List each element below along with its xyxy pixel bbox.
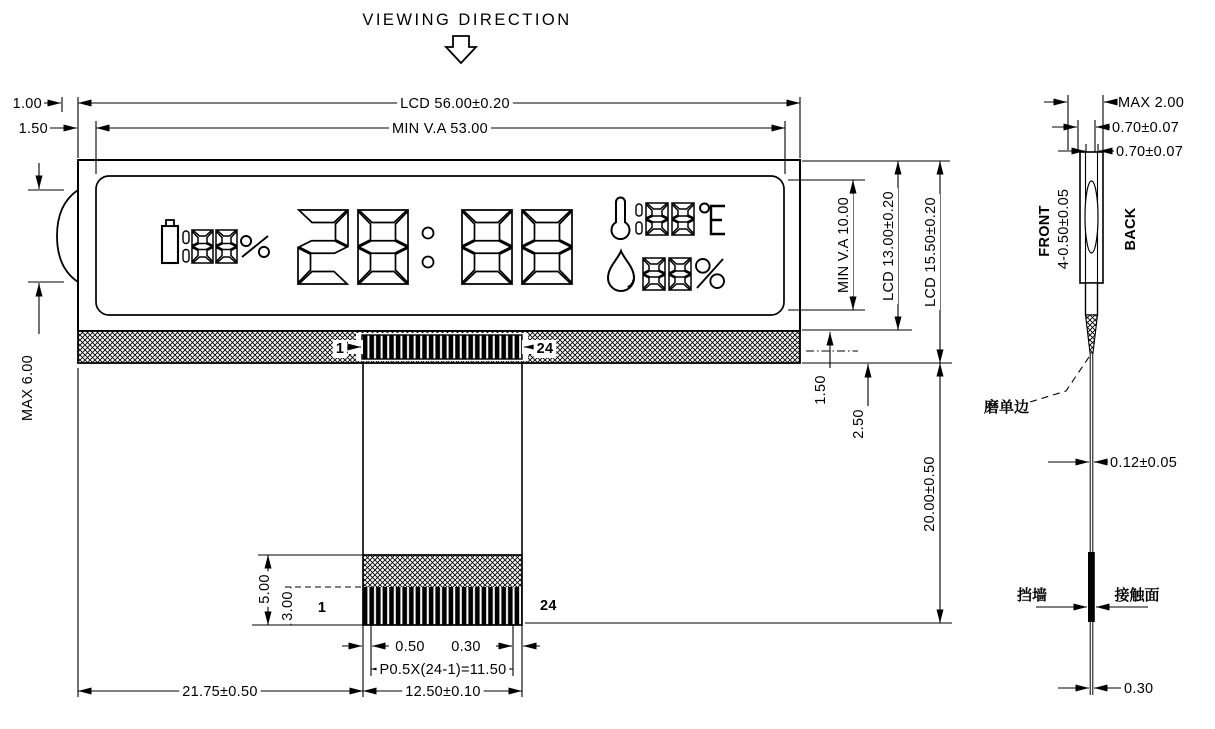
dim-bumps: 4-0.50±0.05 xyxy=(1056,188,1072,270)
note-grind-single-edge: 磨单边 xyxy=(984,399,1030,416)
dim-connector-total-height: 5.00 xyxy=(257,574,273,604)
dim-bump-height: MAX 6.00 xyxy=(20,354,36,422)
dim-va-width: MIN V.A 53.00 xyxy=(391,121,489,137)
side-view-object xyxy=(1080,152,1103,695)
dim-front-glass: 0.70±0.07 xyxy=(1112,120,1180,136)
dim-pin-gap: 0.30 xyxy=(451,639,481,655)
dim-tail-width: 12.50±0.10 xyxy=(405,684,481,700)
viewing-direction-arrow-icon xyxy=(446,36,476,63)
dim-lcd-width: LCD 56.00±0.20 xyxy=(400,96,510,112)
dim-max-thickness: MAX 2.00 xyxy=(1118,95,1185,111)
label-contact-surface: 接触面 xyxy=(1114,587,1160,604)
dim-pitch-formula: P0.5X(24-1)=11.50 xyxy=(379,662,507,678)
connector-pin-last-label: 24 xyxy=(540,598,557,614)
battery-icon-tab xyxy=(166,220,174,226)
glass-fill-bump xyxy=(57,190,78,282)
pin-block xyxy=(362,335,522,359)
dim-bump-offset: 1.00 xyxy=(12,96,42,112)
label-back: BACK xyxy=(1123,207,1139,251)
dim-seal: 1.50 xyxy=(813,375,829,405)
dim-va-height: MIN V.A 10.00 xyxy=(836,196,852,294)
dim-lcd-total-height: LCD 15.50±0.20 xyxy=(923,197,939,307)
strip-pin-first-label: 1 xyxy=(335,341,345,357)
dim-va-offset: 1.50 xyxy=(18,121,48,137)
dim-left-offset: 21.75±0.50 xyxy=(182,684,258,700)
dim-connector-plated-height: 3.00 xyxy=(280,591,296,621)
connector-contacts xyxy=(363,587,522,625)
glass-ledge xyxy=(1086,283,1098,315)
contact-bar xyxy=(1088,552,1095,622)
dim-fpc-thickness: 0.12±0.05 xyxy=(1110,455,1178,471)
viewing-direction xyxy=(362,11,571,63)
dim-back-glass: 0.70±0.07 xyxy=(1116,144,1184,160)
side-view xyxy=(984,95,1184,697)
dim-tail-length: 20.00±0.50 xyxy=(922,456,938,532)
viewing-direction-label: VIEWING DIRECTION xyxy=(362,11,572,29)
dim-lcd-height: LCD 13.00±0.20 xyxy=(881,191,897,301)
connector-pin-first-label: 1 xyxy=(317,600,327,616)
battery-icon xyxy=(162,226,178,263)
dim-pin-width: 0.50 xyxy=(395,639,425,655)
dim-strip: 2.50 xyxy=(851,409,867,439)
connector-insulation xyxy=(363,555,522,587)
seal-wedge xyxy=(1086,315,1098,353)
label-front: FRONT xyxy=(1037,205,1053,257)
label-wall: 挡墙 xyxy=(1016,587,1048,604)
dim-tail-end: 0.30 xyxy=(1124,681,1154,697)
connector-detail xyxy=(78,368,557,701)
spacer-bump xyxy=(1085,181,1098,253)
strip-pin-last-label: 24 xyxy=(536,341,554,357)
